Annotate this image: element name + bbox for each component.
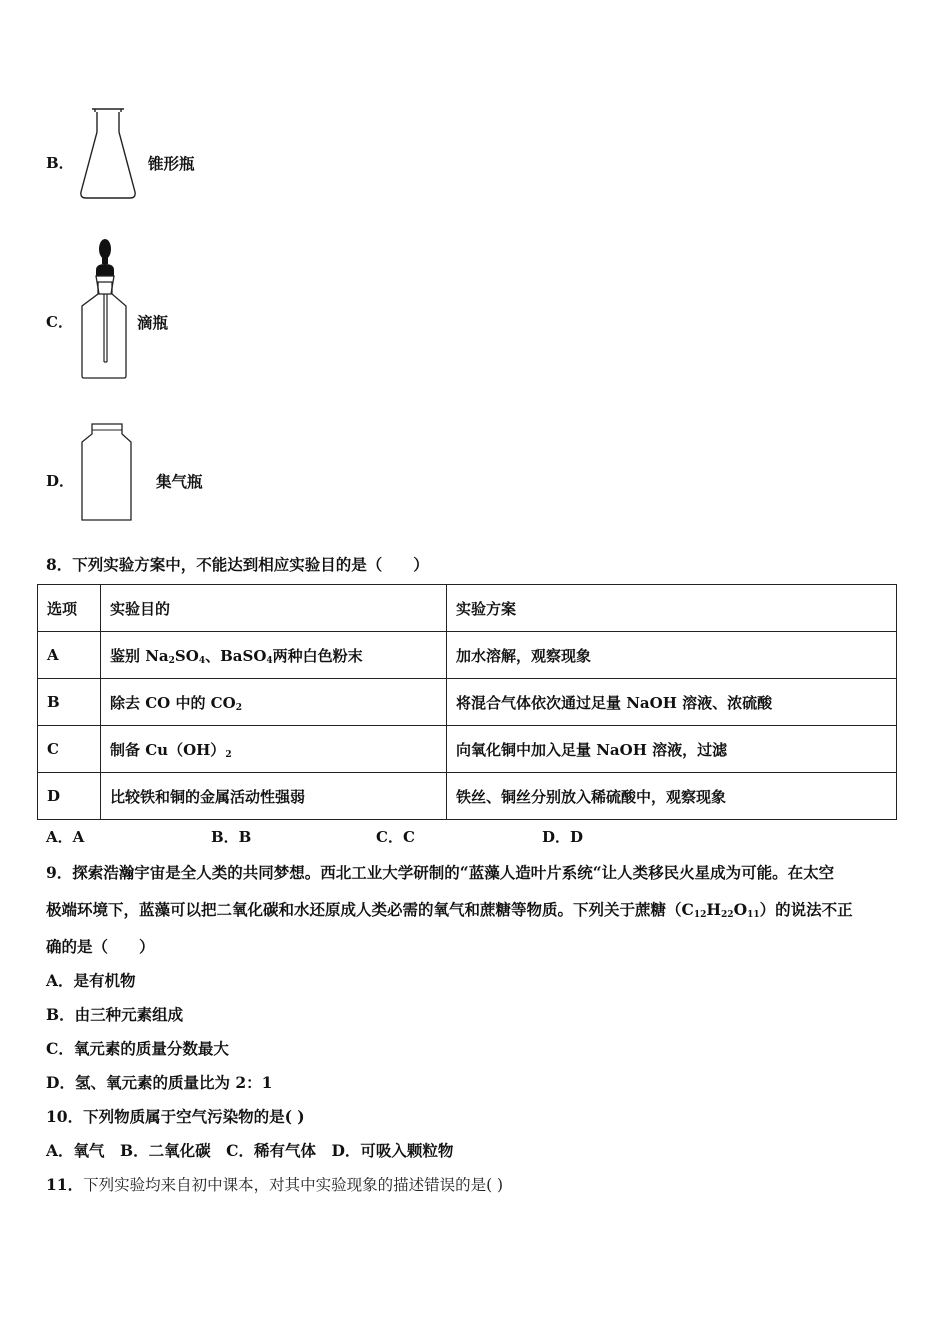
q9-option-c: C．氧元素的质量分数最大 — [46, 1039, 229, 1058]
row-purpose: 制备 $Cu(OH)_2$ — [101, 726, 447, 773]
q8-stem: 8．下列实验方案中，不能达到相应实验目的是（ ） — [46, 555, 429, 574]
dropper-bottle-icon — [78, 236, 134, 382]
row-option: A — [38, 632, 101, 679]
row-option: C — [38, 726, 101, 773]
option-d-letter: D． — [46, 472, 75, 490]
conical-flask-icon — [76, 106, 140, 202]
option-b-letter: B． — [46, 154, 74, 172]
q9-option-b: B．由三种元素组成 — [46, 1005, 184, 1024]
q11-stem: 11．下列实验均来自初中课本，对其中实验现象的描述错误的是( ) — [46, 1175, 504, 1194]
row-plan: 加水溶解，观察现象 — [447, 632, 897, 679]
table-header-row — [38, 585, 897, 632]
table-row — [38, 773, 897, 820]
row-option: D — [38, 773, 101, 820]
q9-option-a: A．是有机物 — [46, 971, 136, 990]
header-cell-plan: 实验方案 — [447, 585, 897, 632]
header-cell-purpose: 实验目的 — [101, 585, 447, 632]
row-purpose: 比较铁和铜的金属活动性强弱 — [101, 773, 447, 820]
option-c-letter: C． — [46, 313, 73, 331]
q9-stem-line1: 9．探索浩瀚宇宙是全人类的共同梦想。西北工业大学研制的“蓝藻人造叶片系统“让人类移民火星成为可能。在太空 — [46, 863, 835, 882]
q8-choice-d: D．D — [542, 828, 584, 846]
q10-options: A．氧气 B．二氧化碳 C．稀有气体 D．可吸入颗粒物 — [46, 1141, 454, 1160]
row-purpose: 鉴别 $Na_2SO_4$、BaSO$_4$两种白色粉末 — [101, 632, 447, 679]
table-row — [38, 632, 897, 679]
row-plan: 将混合气体依次通过足量 NaOH 溶液、浓硫酸 — [447, 679, 897, 726]
table-row — [38, 679, 897, 726]
option-d-name: 集气瓶 — [156, 472, 203, 491]
option-b-name: 锥形瓶 — [148, 154, 195, 173]
q8-choice-c: C．C — [376, 828, 415, 846]
row-purpose: 除去 CO 中的 $CO_2$ — [101, 679, 447, 726]
q10-stem: 10．下列物质属于空气污染物的是( ) — [46, 1107, 305, 1126]
q8-choice-b: B．B — [211, 828, 252, 846]
q9-stem-line3: 确的是（ ） — [46, 937, 155, 956]
q9-stem-line2: 极端环境下，蓝藻可以把二氧化碳和水还原成人类必需的氧气和蔗糖等物质。下列关于蔗糖$(C_{12}H_{22}O_{11})$的说法不正 — [46, 900, 853, 920]
q8-choice-a: A．A — [46, 828, 85, 846]
row-plan: 铁丝、铜丝分别放入稀硫酸中，观察现象 — [447, 773, 897, 820]
option-c-name: 滴瓶 — [137, 313, 169, 332]
row-option: B — [38, 679, 101, 726]
table-row — [38, 726, 897, 773]
q9-option-d: D．氢、氧元素的质量比为 2：1 — [46, 1073, 273, 1092]
header-cell-option: 选项 — [38, 585, 101, 632]
gas-jar-icon — [78, 420, 136, 524]
q8-table — [37, 584, 897, 820]
row-plan: 向氧化铜中加入足量 NaOH 溶液，过滤 — [447, 726, 897, 773]
